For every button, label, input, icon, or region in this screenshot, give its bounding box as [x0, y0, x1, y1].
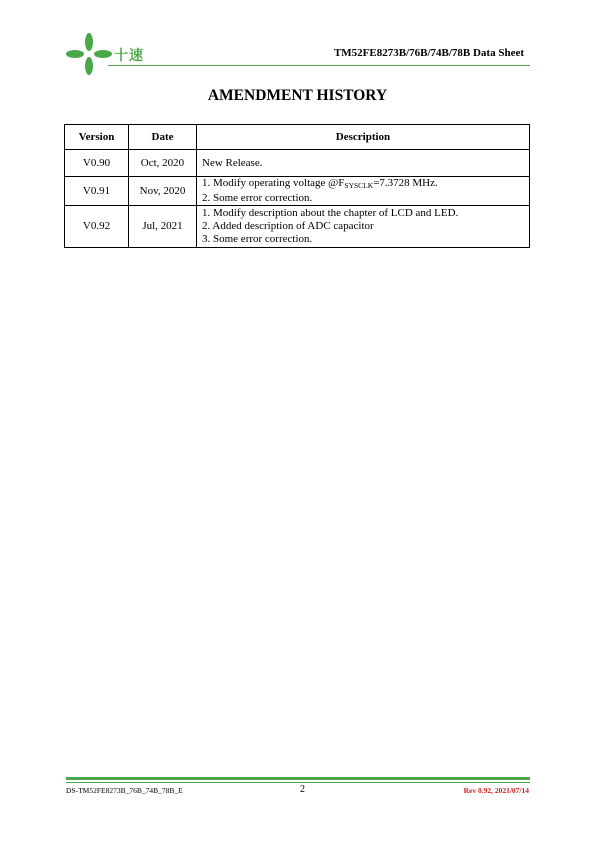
footer-doc-code: DS-TM52FE8273B_76B_74B_78B_E	[66, 786, 183, 795]
version-cell: V0.92	[65, 206, 129, 248]
subscript-sysclk: SYSCLK	[344, 181, 374, 190]
clover-logo-icon	[66, 33, 112, 75]
description-line: New Release.	[202, 156, 263, 169]
page-heading: AMENDMENT HISTORY	[207, 87, 388, 104]
description-cell	[197, 150, 530, 177]
description-text: 1. Modify operating voltage @F	[202, 177, 345, 189]
header-divider	[108, 65, 530, 66]
page-number: 2	[300, 784, 305, 795]
description-cell	[197, 177, 530, 206]
description-line: 1. Modify description about the chapter of LCD and LED.	[202, 207, 459, 219]
column-header-date: Date	[129, 125, 197, 150]
description-line	[202, 177, 524, 192]
description-line: 2. Added description of ADC capacitor	[202, 220, 374, 232]
date-cell: Nov, 2020	[129, 177, 197, 206]
logo-text: 十速	[114, 48, 144, 64]
table-header-row	[65, 125, 530, 150]
footer-revision: Rev 0.92, 2021/07/14	[463, 786, 529, 795]
version-cell: V0.90	[65, 150, 129, 177]
table-row	[65, 206, 530, 248]
column-header-description: Description	[197, 125, 530, 150]
version-cell: V0.91	[65, 177, 129, 206]
table-row	[65, 150, 530, 177]
date-cell: Jul, 2021	[129, 206, 197, 248]
footer-divider-thin	[66, 782, 530, 783]
description-cell	[197, 206, 530, 248]
document-title: TM52FE8273B/76B/74B/78B Data Sheet	[333, 47, 524, 59]
description-line: 2. Some error correction.	[202, 192, 313, 204]
footer-divider-thick	[66, 777, 530, 780]
amendment-table	[64, 124, 530, 248]
date-cell: Oct, 2020	[129, 150, 197, 177]
column-header-version: Version	[65, 125, 129, 150]
table-row	[65, 177, 530, 206]
description-line: 3. Some error correction.	[202, 233, 313, 245]
description-text: =7.3728 MHz.	[373, 177, 438, 189]
